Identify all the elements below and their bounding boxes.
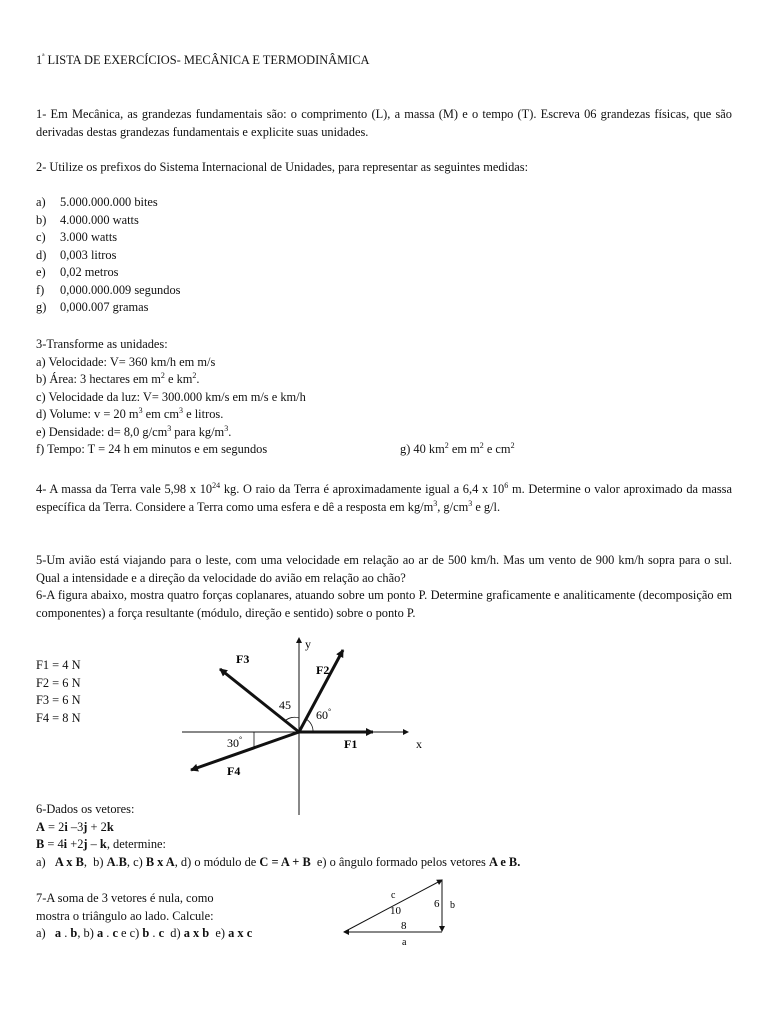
list-item: a) 5.000.000.000 bites (36, 195, 158, 209)
list-item: b) 4.000.000 watts (36, 212, 139, 227)
question-2-intro: 2- Utilize os prefixos do Sistema Internacional de Unidades, para representar as seguintes medidas: (36, 160, 529, 174)
question-7-items: a) a . b, b) a . c e c) b . c d) a x b e) a x c (36, 926, 253, 940)
list-item: d) 0,003 litros (36, 247, 117, 262)
question-6a: 6-A figura abaixo, mostra quatro forças coplanares, atuando sobre um ponto P. Determine graficamente e analiticamente (decomposição em componentes) a força resultante (módulo, direção e sentido) sobre o ponto P. (36, 588, 732, 620)
list-item: f) Tempo: T = 24 h em minutos e em segundos (36, 442, 268, 456)
triangle-value-c: 10 (390, 905, 401, 917)
angle-arc-45 (285, 717, 299, 721)
angle-arc-60 (306, 719, 313, 732)
angle-45-label: 45 (279, 698, 291, 712)
list-item: a) Velocidade: V= 360 km/h em m/s (36, 354, 216, 369)
question-6b-intro: 6-Dados os vetores: (36, 802, 135, 816)
force-value: F1 = 4 N (36, 658, 81, 672)
question-7-line: 7-A soma de 3 vetores é nula, como (36, 891, 214, 905)
vector-b: B = 4i +2j – k, determine: (36, 837, 167, 851)
question-4: 4- A massa da Terra vale 5,98 x $10^{24}$ kg. O raio da Terra é aproximadamente igual a 6,4 x $10^6$ m. Determine o valor aproximado da massa específica da Terra. Considere a Terra como uma esfera e dê a resposta em $kg/m^3$, $g/cm^3$ e g/l. (36, 481, 733, 514)
page-title: $1^ª$ LISTA DE EXERCÍCIOS- MECÂNICA E TERMODINÂMICA (36, 52, 370, 67)
question-7-line: mostra o triângulo ao lado. Calcule: (36, 908, 214, 923)
force-value: F2 = 6 N (36, 675, 81, 690)
list-item: e) Densidade: d= 8,0 $g/cm^3$ para $kg/m^3$. (36, 423, 232, 439)
f3-label: F3 (236, 652, 250, 666)
question-6b (36, 801, 520, 871)
angle-60-label: 60° (316, 707, 332, 722)
list-item: d) Volume: v = 20 $m^3$ em $cm^3$ e litros. (36, 406, 224, 421)
list-item: g) 40 $km^2$ em $m^2$ e $cm^2$ (400, 441, 515, 456)
force-f4-arrow (191, 732, 299, 770)
f1-label: F1 (344, 737, 358, 751)
list-item: g) 0,000.007 gramas (36, 300, 149, 314)
triangle-value-b: 6 (434, 898, 440, 910)
f2-label: F2 (316, 663, 330, 677)
list-item: b) Área: 3 hectares em $m^2$ e $km^2$. (36, 371, 200, 386)
triangle-label-a: a (402, 937, 407, 948)
f4-label: F4 (227, 764, 241, 778)
vector-triangle (330, 870, 470, 950)
vector-a: A = 2i –3j + 2k (36, 819, 114, 834)
force-value: F4 = 8 N (36, 710, 81, 725)
list-item: c) 3.000 watts (36, 230, 118, 244)
list-item: c) Velocidade da luz: V= 300.000 km/s em m/s e km/h (36, 389, 306, 404)
x-label: x (416, 737, 422, 751)
angle-30-label: 30° (227, 735, 243, 750)
triangle-label-c: c (391, 890, 396, 901)
y-label: y (305, 637, 311, 651)
question-6b-items: a) A x B, b) A.B, c) B x A, d) o módulo de C = A + B e) o ângulo formado pelos vetores A e B. (36, 854, 521, 869)
triangle-value-a: 8 (401, 920, 407, 932)
question-5: 5-Um avião está viajando para o leste, com uma velocidade em relação ao ar de 500 km/h. Mas um vento de 900 km/h sopra para o sul. Qual a intensidade e a direção da velocidade do avião em relação ao chão? (36, 553, 732, 585)
question-7 (36, 890, 252, 943)
triangle-label-b: b (450, 900, 455, 911)
force-value: F3 = 6 N (36, 693, 81, 707)
question-1: 1- Em Mecânica, as grandezas fundamentais são: o comprimento (L), a massa (M) e o tempo (T). Escreva 06 grandezas físicas, que são derivadas destas grandezas fundamentais e explicite suas unidades. (36, 107, 732, 139)
list-item: e) 0,02 metros (36, 265, 119, 279)
list-item: f) 0,000.000.009 segundos (36, 282, 181, 297)
question-3-intro: 3-Transforme as unidades: (36, 337, 168, 351)
